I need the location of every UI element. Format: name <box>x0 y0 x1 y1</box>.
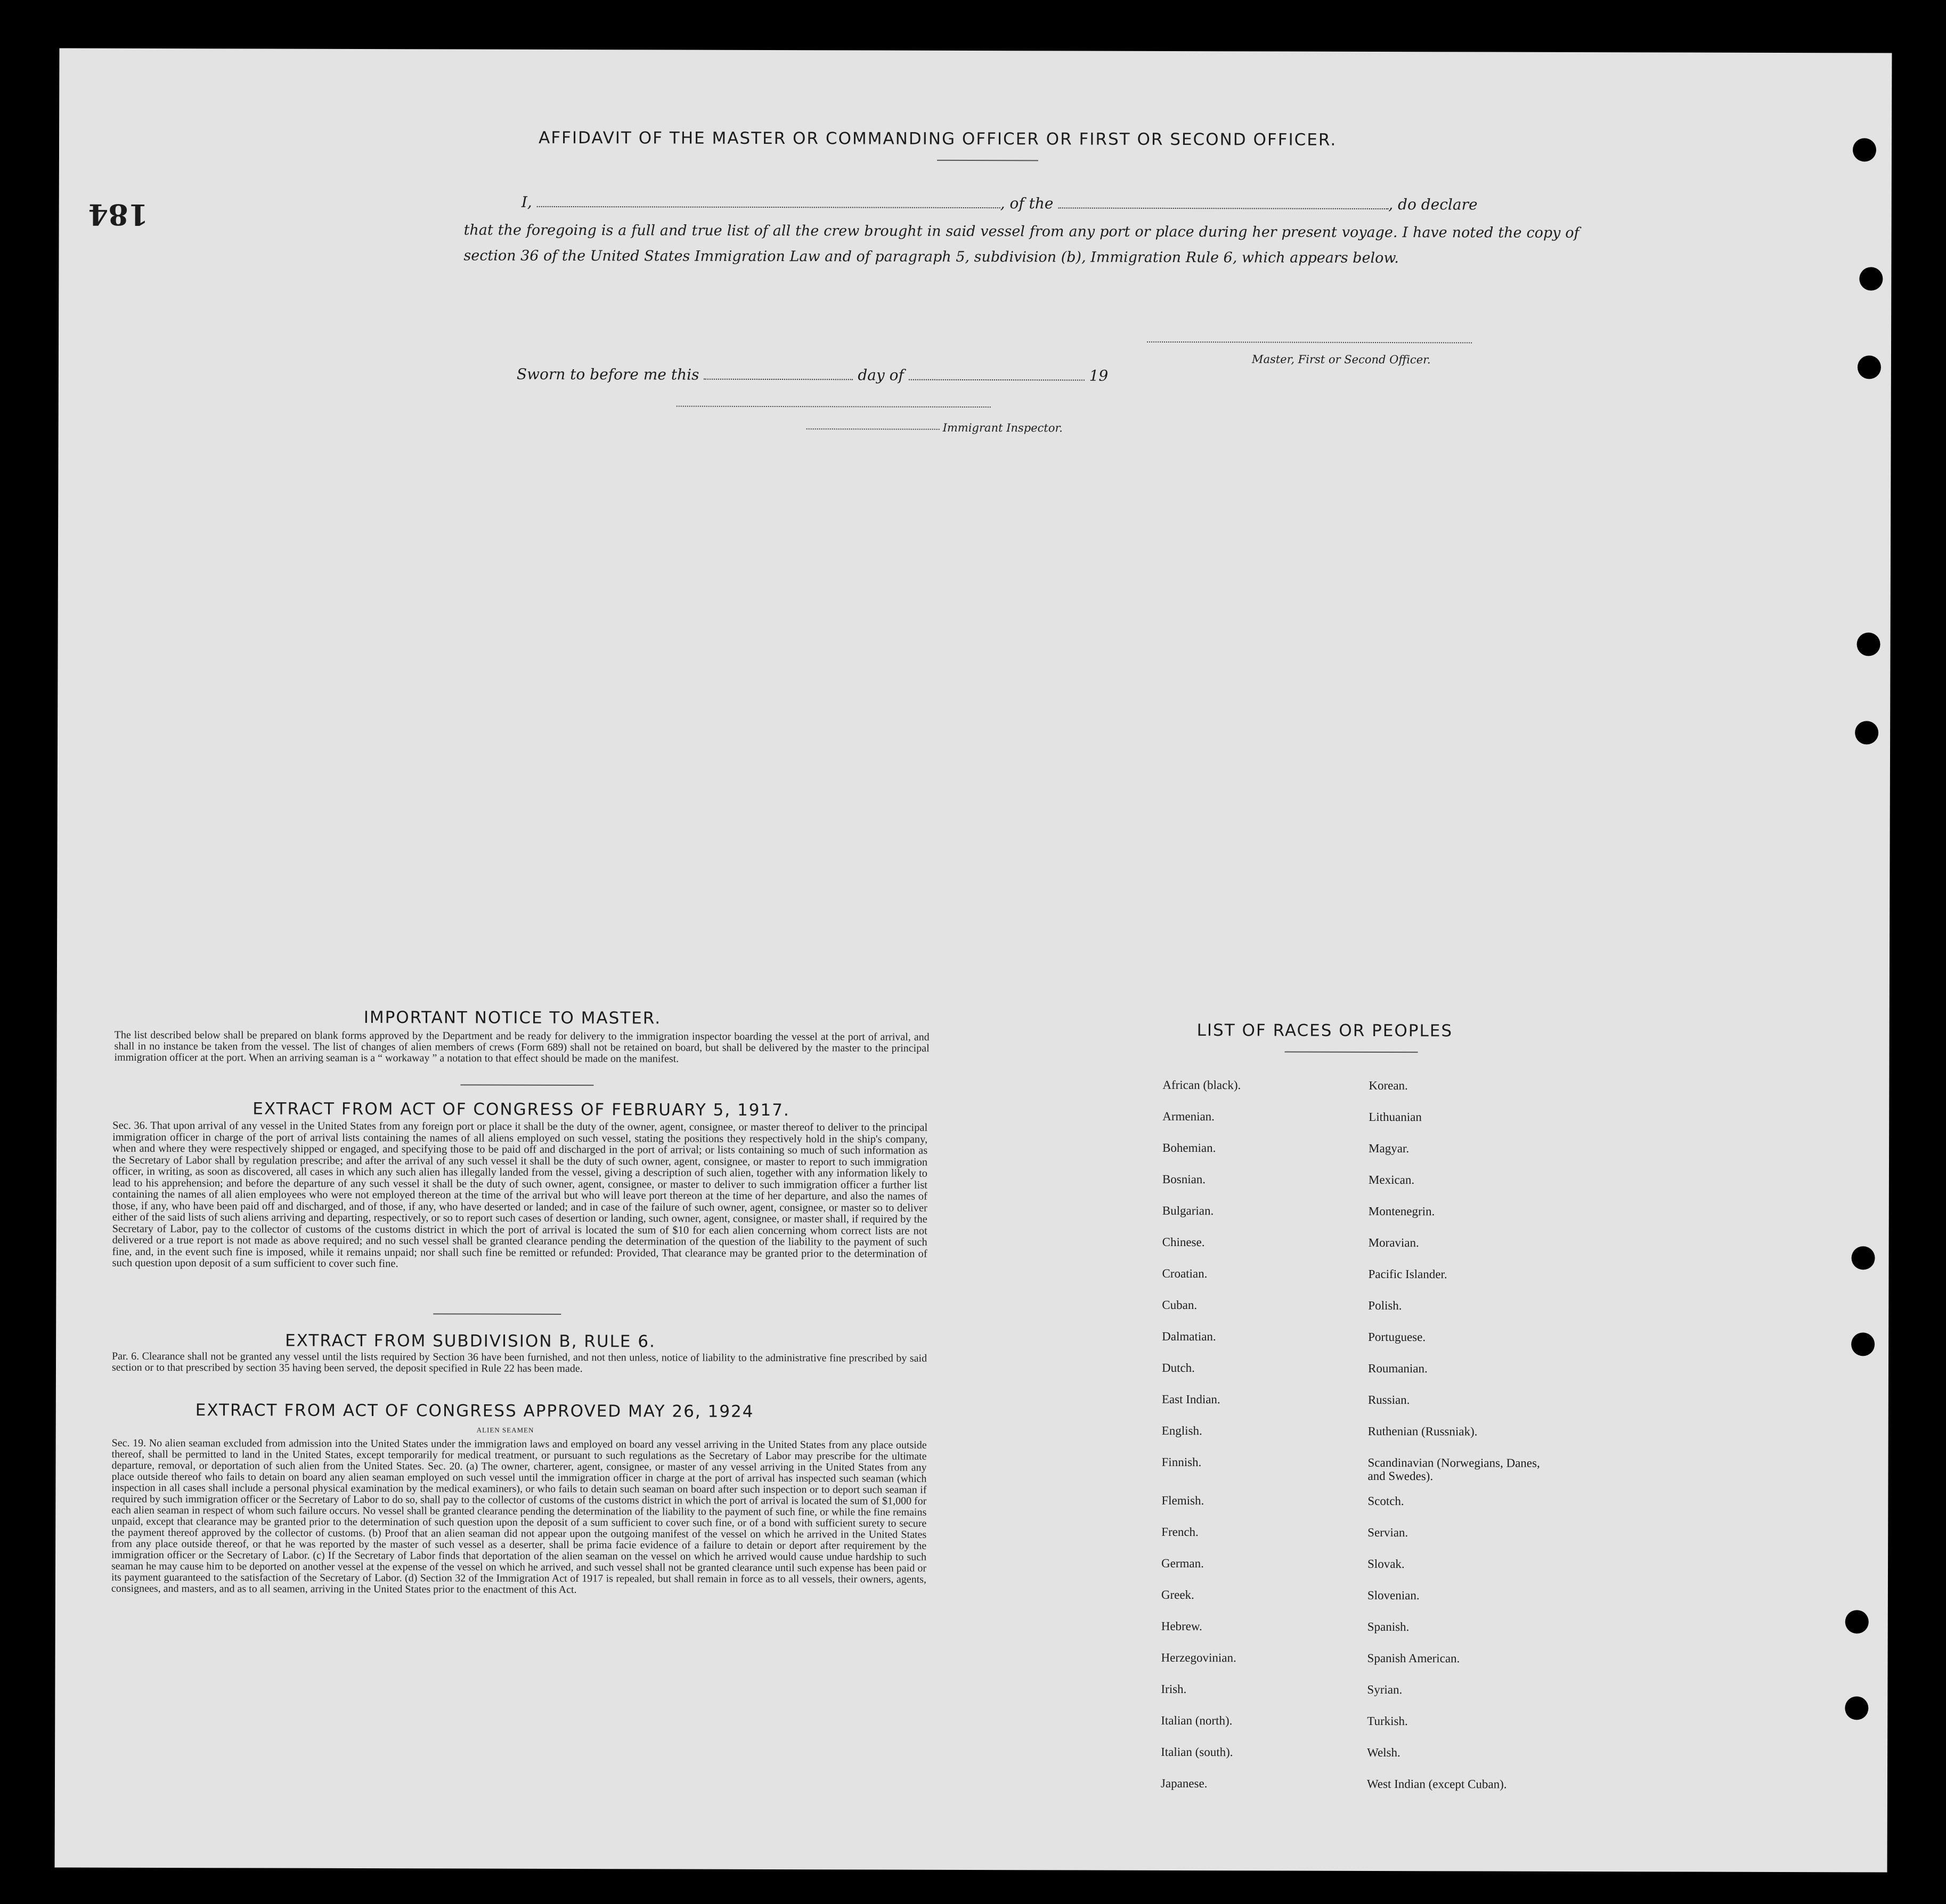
races-row <box>1161 1494 1543 1526</box>
inspector-leader <box>807 428 940 430</box>
races-row <box>1162 1361 1544 1394</box>
race-left: Hebrew. <box>1161 1619 1202 1633</box>
race-right: Servian. <box>1367 1525 1408 1540</box>
name-blank <box>537 206 1000 208</box>
sworn-year: 19 <box>1089 367 1109 385</box>
day-blank <box>704 379 853 380</box>
race-right: Scotch. <box>1367 1494 1404 1508</box>
extract-1924-text: Sec. 19. No alien seaman excluded from admission into the United States under the immigration laws and employed on board any vessel arriving in the United States from any place outside thereof, shall be permitted to land in the United States, except temporarily for medical treatment, or pursuant to such regulations as the Secretary of Labor may prescribe for the ultimate departure, removal, or deportation of such alien from the United States. Sec. 20. (a) The owner, charterer, agent, consignee, or master of any vessel arriving in the United States from any place outside thereof who fails to detain on board any alien seaman employed on such vessel until the immigration officer in charge at the port of arrival has inspected such seaman (which inspection in all cases shall include a personal physical examination by the medical examiners), or who fails to detain such seaman on board after such inspection or to deport such seaman if required by such immigration officer or the Secretary of Labor to do so, shall pay to the collector of customs of the customs district in which the port of arrival is located the sum of $1,000 for each alien seaman in respect of whom such failure occurs. No vessel shall be granted clearance pending the determination of the liability to the payment of such fine, or while the fine remains unpaid, except that clearance may be granted prior to the determination of such question upon the deposit of a sum sufficient to cover such fine, or of a bond with sufficient surety to secure the payment thereof approved by the collector of customs. (b) Proof that an alien seaman did not appear upon the outgoing manifest of the vessel on which he arrived in the United States from any place outside thereof, or that he was reported by the master of such vessel as a deserter, shall be prima facie evidence of a failure to detain or deport after requirement by the immigration officer or the Secretary of Labor. (c) If the Secretary of Labor finds that deportation of the alien seaman on the vessel on which he arrived would cause undue hardship to such seaman he may cause him to be deported on another vessel at the expense of the vessel on which he arrived, and such vessel shall not be granted clearance until such expense has been paid or its payment guaranteed to the satisfaction of the Secretary of Labor. (d) Section 32 of the Immigration Act of 1917 is repealed, but shall remain in force as to all vessels, their owners, agents, consignees, and masters, and as to all seamen, arriving in the United States prior to the enactment of this Act. <box>111 1437 927 1596</box>
race-right: Mexican. <box>1368 1173 1415 1187</box>
race-left: Greek. <box>1161 1588 1194 1602</box>
races-table <box>1161 1078 1545 1809</box>
extract-1917-text: Sec. 36. That upon arrival of any vessel in the United States from any foreign port or place it shall be the duty of the owner, agent, consignee, or master thereof to deliver to the principal immigration officer in charge of the port of arrival lists containing the names of all aliens employed on such vessel, stating the positions they respectively hold in the ship's company, when and where they were respectively shipped or engaged, and specifying those to be paid off and discharged in the port of arrival; or lists containing so much of such information as the Secretary of Labor shall by regulation prescribe; and after the arrival of any such vessel it shall be the duty of such owner, agent, consignee, or master to report to such immigration officer, in writing, as soon as discovered, all cases in which any such alien has illegally landed from the vessel, giving a description of such alien, together with any information likely to lead to his apprehension; and before the departure of any such vessel it shall be the duty of such owner, agent, consignee, or master to deliver to such immigration officer a further list containing the names of all alien employees who were not employed thereon at the time of the arrival but who will leave port thereon at the time of her departure, and also the names of those, if any, who have been paid off and discharged, and of those, if any, who have deserted or landed; and in case of the failure of such owner, agent, consignee, or master so to deliver either of the said lists of such aliens arriving and departing, respectively, or so to report such cases of desertion or landing, such owner, agent, consignee, or master shall, if required by the Secretary of Labor, pay to the collector of customs of the customs district in which the port of arrival is located the sum of $10 for each alien concerning whom correct lists are not delivered or a true report is not made as above required; and no such vessel shall be granted clearance pending the determination of the question of the liability to the payment of such fine, and, in the event such fine is imposed, while it remains unpaid; nor shall such fine be remitted or refunded: Provided, That clearance may be granted prior to the determination of such question upon deposit of a sum sufficient to cover such fine. <box>112 1119 928 1270</box>
race-left: Herzegovinian. <box>1161 1650 1236 1665</box>
affidavit-title: AFFIDAVIT OF THE MASTER OR COMMANDING OFFICER OR FIRST OR SECOND OFFICER. <box>538 128 1337 150</box>
race-right: Spanish American. <box>1367 1651 1460 1665</box>
document-page <box>55 48 1892 1873</box>
sworn-line <box>517 365 1108 385</box>
margin-note: 184 <box>88 197 149 232</box>
race-right: Slovenian. <box>1367 1588 1420 1602</box>
race-right: Montenegrin. <box>1368 1204 1435 1218</box>
inspector-signature-line <box>677 406 991 408</box>
binder-hole <box>1845 1610 1869 1633</box>
race-left: Chinese. <box>1162 1235 1205 1249</box>
binder-hole <box>1858 355 1881 379</box>
race-right: Moravian. <box>1368 1235 1419 1250</box>
race-left: Dalmatian. <box>1162 1329 1216 1344</box>
race-left: Bulgarian. <box>1162 1203 1214 1218</box>
races-row <box>1161 1557 1543 1589</box>
sworn-day-of: day of <box>858 366 904 384</box>
race-left: Irish. <box>1161 1682 1187 1696</box>
races-row <box>1162 1267 1544 1299</box>
race-right: Russian. <box>1367 1393 1410 1407</box>
declaration-of-the: , of the <box>1000 194 1054 213</box>
race-left: Dutch. <box>1161 1361 1195 1375</box>
races-row <box>1162 1393 1544 1425</box>
race-right: Portuguese. <box>1368 1330 1426 1344</box>
race-left: Bohemian. <box>1162 1141 1216 1155</box>
races-row <box>1161 1620 1543 1652</box>
races-row <box>1162 1330 1544 1362</box>
races-row <box>1162 1298 1544 1331</box>
signature-caption: Master, First or Second Officer. <box>1251 353 1431 367</box>
race-left: Armenian. <box>1162 1109 1215 1124</box>
races-row <box>1162 1141 1544 1174</box>
extract-rule6-text: Par. 6. Clearance shall not be granted any vessel until the lists required by Section 36 have been furnished, and not then unless, notice of liability to the administrative fine prescribed by said section or to that prescribed by section 35 having been served, the deposit specified in Rule 22 has been made. <box>111 1350 927 1375</box>
binder-hole <box>1851 1332 1875 1356</box>
race-right: Spanish. <box>1367 1620 1410 1634</box>
binder-hole <box>1857 632 1880 656</box>
race-left: Finnish. <box>1161 1455 1202 1469</box>
races-title: LIST OF RACES OR PEOPLES <box>1196 1021 1453 1041</box>
race-left: English. <box>1161 1423 1202 1438</box>
extract-rule6-title: EXTRACT FROM SUBDIVISION B, RULE 6. <box>285 1331 656 1352</box>
month-blank <box>909 379 1085 381</box>
declaration-body: that the foregoing is a full and true list of all the crew brought in said vessel from any port or place during her present voyage. I have noted the copy of section 36 of the United States Immigration Law and of paragraph 5, subdivision (b), Immigration Rule 6, which appears below. <box>463 222 1579 267</box>
race-left: Italian (south). <box>1161 1745 1233 1759</box>
race-left: Japanese. <box>1160 1776 1208 1791</box>
extract-1917-rule <box>433 1313 561 1315</box>
races-row <box>1161 1525 1543 1558</box>
races-row <box>1161 1777 1543 1809</box>
declaration-i: I, <box>521 193 532 211</box>
race-right: Roumanian. <box>1367 1361 1428 1376</box>
races-row <box>1161 1714 1543 1746</box>
races-row <box>1162 1173 1544 1205</box>
race-right: Pacific Islander. <box>1368 1267 1447 1281</box>
race-right: Turkish. <box>1367 1714 1408 1728</box>
extract-1924-title: EXTRACT FROM ACT OF CONGRESS APPROVED MAY 26, 1924 <box>195 1401 754 1421</box>
race-left: Croatian. <box>1162 1266 1208 1281</box>
race-right: Ruthenian (Russniak). <box>1367 1424 1478 1438</box>
race-left: German. <box>1161 1556 1204 1571</box>
race-right: Korean. <box>1369 1078 1408 1093</box>
race-right: Welsh. <box>1367 1745 1401 1760</box>
race-right: Lithuanian <box>1369 1110 1422 1124</box>
vessel-blank <box>1058 207 1388 209</box>
races-rule <box>1285 1052 1418 1053</box>
race-left: Cuban. <box>1162 1298 1198 1312</box>
races-row <box>1162 1078 1544 1111</box>
binder-hole <box>1853 138 1876 161</box>
extract-1917-title: EXTRACT FROM ACT OF CONGRESS OF FEBRUARY 5, 1917. <box>253 1099 790 1120</box>
sworn-prefix: Sworn to before me this <box>516 365 699 384</box>
race-right: Syrian. <box>1367 1682 1403 1697</box>
races-row <box>1161 1588 1543 1621</box>
binder-hole <box>1851 1246 1875 1270</box>
notice-title: IMPORTANT NOTICE TO MASTER. <box>363 1008 662 1028</box>
races-row <box>1162 1424 1544 1457</box>
declaration-do-declare: , do declare <box>1388 196 1478 214</box>
race-right: West Indian (except Cuban). <box>1366 1777 1507 1791</box>
race-left: Bosnian. <box>1162 1172 1206 1186</box>
binder-hole <box>1855 721 1878 744</box>
notice-rule <box>460 1084 593 1086</box>
declaration-line <box>522 193 1579 214</box>
races-row <box>1162 1204 1544 1236</box>
binder-hole <box>1845 1696 1868 1720</box>
race-left: Flemish. <box>1161 1493 1204 1508</box>
races-row <box>1162 1110 1544 1142</box>
races-row <box>1162 1235 1544 1268</box>
race-right: Slovak. <box>1367 1557 1405 1571</box>
race-left: African (black). <box>1162 1078 1241 1092</box>
inspector-caption: Immigrant Inspector. <box>942 421 1063 435</box>
race-right: Magyar. <box>1369 1141 1410 1156</box>
races-row <box>1161 1682 1543 1715</box>
race-right: Scandinavian (Norwegians, Danes, and Swedes). <box>1367 1455 1540 1483</box>
races-row <box>1161 1651 1543 1683</box>
races-row <box>1161 1455 1543 1495</box>
race-left: French. <box>1161 1525 1199 1539</box>
notice-text: The list described below shall be prepared on blank forms approved by the Department and be ready for delivery to the immigration inspector boarding the vessel at the port of arrival, and shall in no instance be taken from the vessel. The list of changes of alien members of crews (Form 689) shall not be retained on board, but shall be delivered by the master to the principal immigration officer at the port. When an arriving seaman is a “ workaway ” a notation to that effect should be made on the manifest. <box>114 1029 930 1065</box>
races-row <box>1161 1745 1543 1778</box>
extract-1924-subtitle: ALIEN SEAMEN <box>476 1426 534 1434</box>
race-left: Italian (north). <box>1161 1713 1233 1728</box>
race-right: Polish. <box>1368 1298 1402 1313</box>
race-left: East Indian. <box>1161 1392 1220 1406</box>
title-rule <box>937 160 1038 161</box>
signature-line <box>1147 341 1472 344</box>
binder-hole <box>1859 267 1883 290</box>
